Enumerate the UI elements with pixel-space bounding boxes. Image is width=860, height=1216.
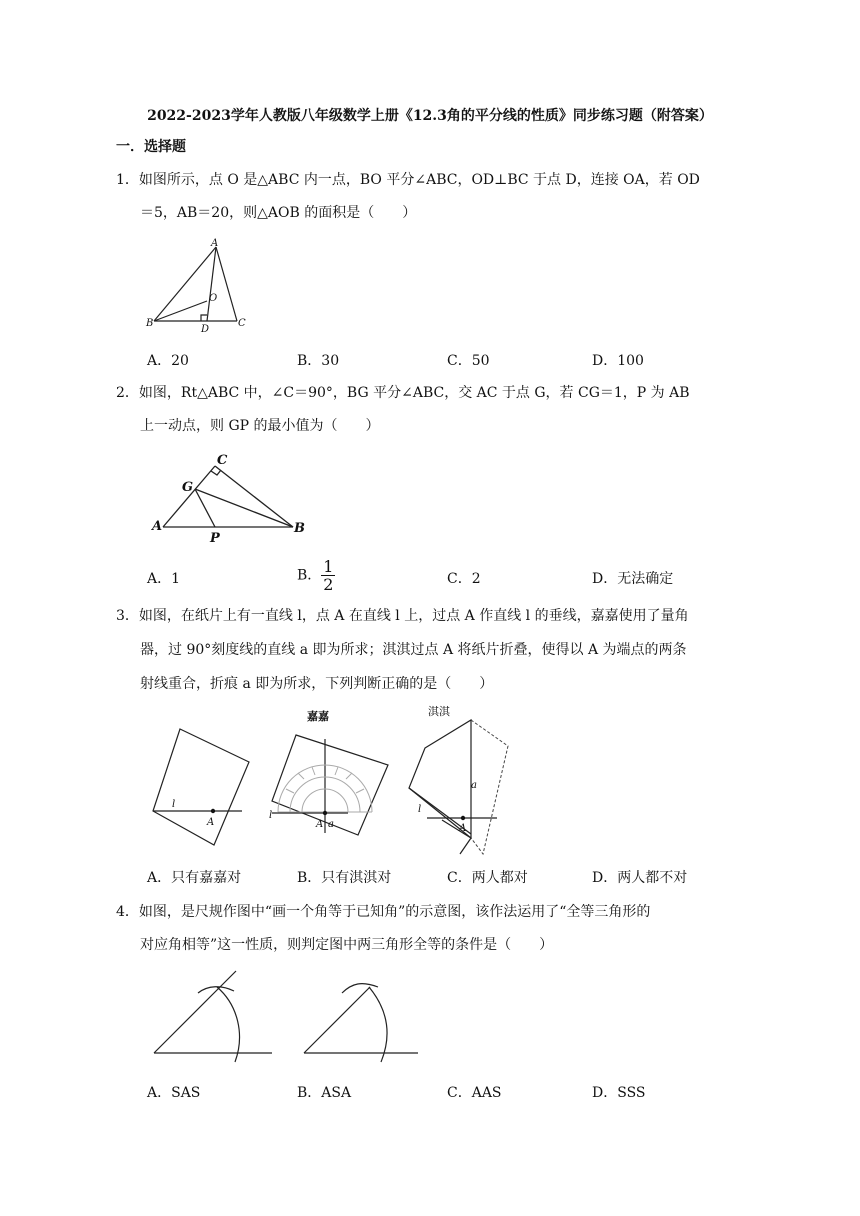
q3-label-qiqi: 淇淇: [428, 705, 450, 718]
page-title: 2022-2023学年人教版八年级数学上册《12.3角的平分线的性质》同步练习题（附答案）: [147, 108, 713, 124]
q1-triangle-figure: [145, 235, 255, 335]
q1-option-b: B．30: [297, 353, 340, 369]
q1-label-A: A: [211, 238, 219, 249]
q2-text-line1: 2．如图，Rt△ABC 中，∠C＝90°，BG 平分∠ABC，交 AC 于点 G，若 CG＝1，P 为 AB: [116, 385, 690, 401]
q2-label-C: C: [217, 453, 228, 468]
q3-fig1-label-A: A: [207, 817, 215, 828]
q2-label-B: B: [294, 521, 305, 536]
q1-label-C: C: [238, 318, 246, 329]
q1-text-line1: 1．如图所示，点 O 是△ABC 内一点，BO 平分∠ABC，OD⊥BC 于点 D，连接 OA，若 OD: [116, 172, 700, 188]
q2-option-b-fraction: [321, 558, 335, 593]
q2-option-d: D．无法确定: [592, 571, 674, 587]
q3-text-line1: 3．如图，在纸片上有一直线 l，点 A 在直线 l 上，过点 A 作直线 l 的垂线，嘉嘉使用了量角: [116, 608, 689, 624]
q3-option-c: C．两人都对: [447, 870, 528, 886]
q1-label-B: B: [146, 318, 154, 329]
q1-label-O: O: [209, 293, 218, 304]
q3-protractor-figure: [268, 725, 393, 840]
q2-option-c: C．2: [447, 571, 481, 587]
q2-right-triangle-figure: [145, 450, 315, 545]
q3-text-line3: 射线重合，折痕 a 即为所求，下列判断正确的是（ ）: [140, 676, 494, 692]
q1-option-c: C．50: [447, 353, 490, 369]
q4-construction-figure-right: [300, 965, 430, 1065]
q3-fig3-label-a: a: [471, 780, 477, 791]
q3-fig2-label-l: l: [269, 810, 273, 821]
q1-text-line2: ＝5，AB＝20，则△AOB 的面积是（ ）: [140, 205, 417, 221]
q3-fig2-label-a: a: [328, 819, 334, 830]
q2-text-line2: 上一动点，则 GP 的最小值为（ ）: [140, 418, 380, 434]
q3-text-line2: 器，过 90°刻度线的直线 a 即为所求；淇淇过点 A 将纸片折叠，使得以 A 为端点的两条: [140, 642, 687, 658]
q1-label-D: D: [201, 324, 210, 335]
q2-option-b-letter: B．: [297, 567, 322, 584]
q2-label-A: A: [152, 519, 163, 534]
q3-option-a: A．只有嘉嘉对: [147, 870, 242, 886]
q2-label-P: P: [210, 531, 220, 545]
q4-option-d: D．SSS: [592, 1085, 646, 1101]
q1-option-d: D．100: [592, 353, 644, 369]
q2-label-G: G: [182, 480, 194, 495]
fraction-numerator: 1: [323, 557, 334, 576]
q3-paper-figure-plain: [145, 725, 255, 855]
q3-option-d: D．两人都不对: [592, 870, 688, 886]
q1-option-a: A．20: [147, 353, 189, 369]
q3-option-b: B．只有淇淇对: [297, 870, 392, 886]
q4-option-c: C．AAS: [447, 1085, 502, 1101]
q4-construction-figure-left: [150, 965, 280, 1065]
q3-fig3-label-A: A: [459, 823, 467, 834]
fraction-denominator: 2: [323, 575, 334, 594]
section-heading: 一．选择题: [116, 139, 186, 155]
q3-fig2-label-A: A: [316, 819, 324, 830]
q4-option-b: B．ASA: [297, 1085, 352, 1101]
q2-option-b: [297, 558, 335, 593]
q2-option-a: A．1: [147, 571, 181, 587]
q4-text-line2: 对应角相等”这一性质，则判定图中两三角形全等的条件是（ ）: [140, 937, 554, 953]
q3-fig1-label-l: l: [172, 799, 176, 810]
q4-text-line1: 4．如图，是尺规作图中“画一个角等于已知角”的示意图，该作法运用了“全等三角形的: [116, 904, 651, 920]
q3-fig3-label-l: l: [418, 804, 422, 815]
q3-label-jiajia: 嘉嘉: [307, 710, 329, 723]
q4-option-a: A．SAS: [147, 1085, 201, 1101]
q3-folding-figure: [405, 718, 535, 858]
